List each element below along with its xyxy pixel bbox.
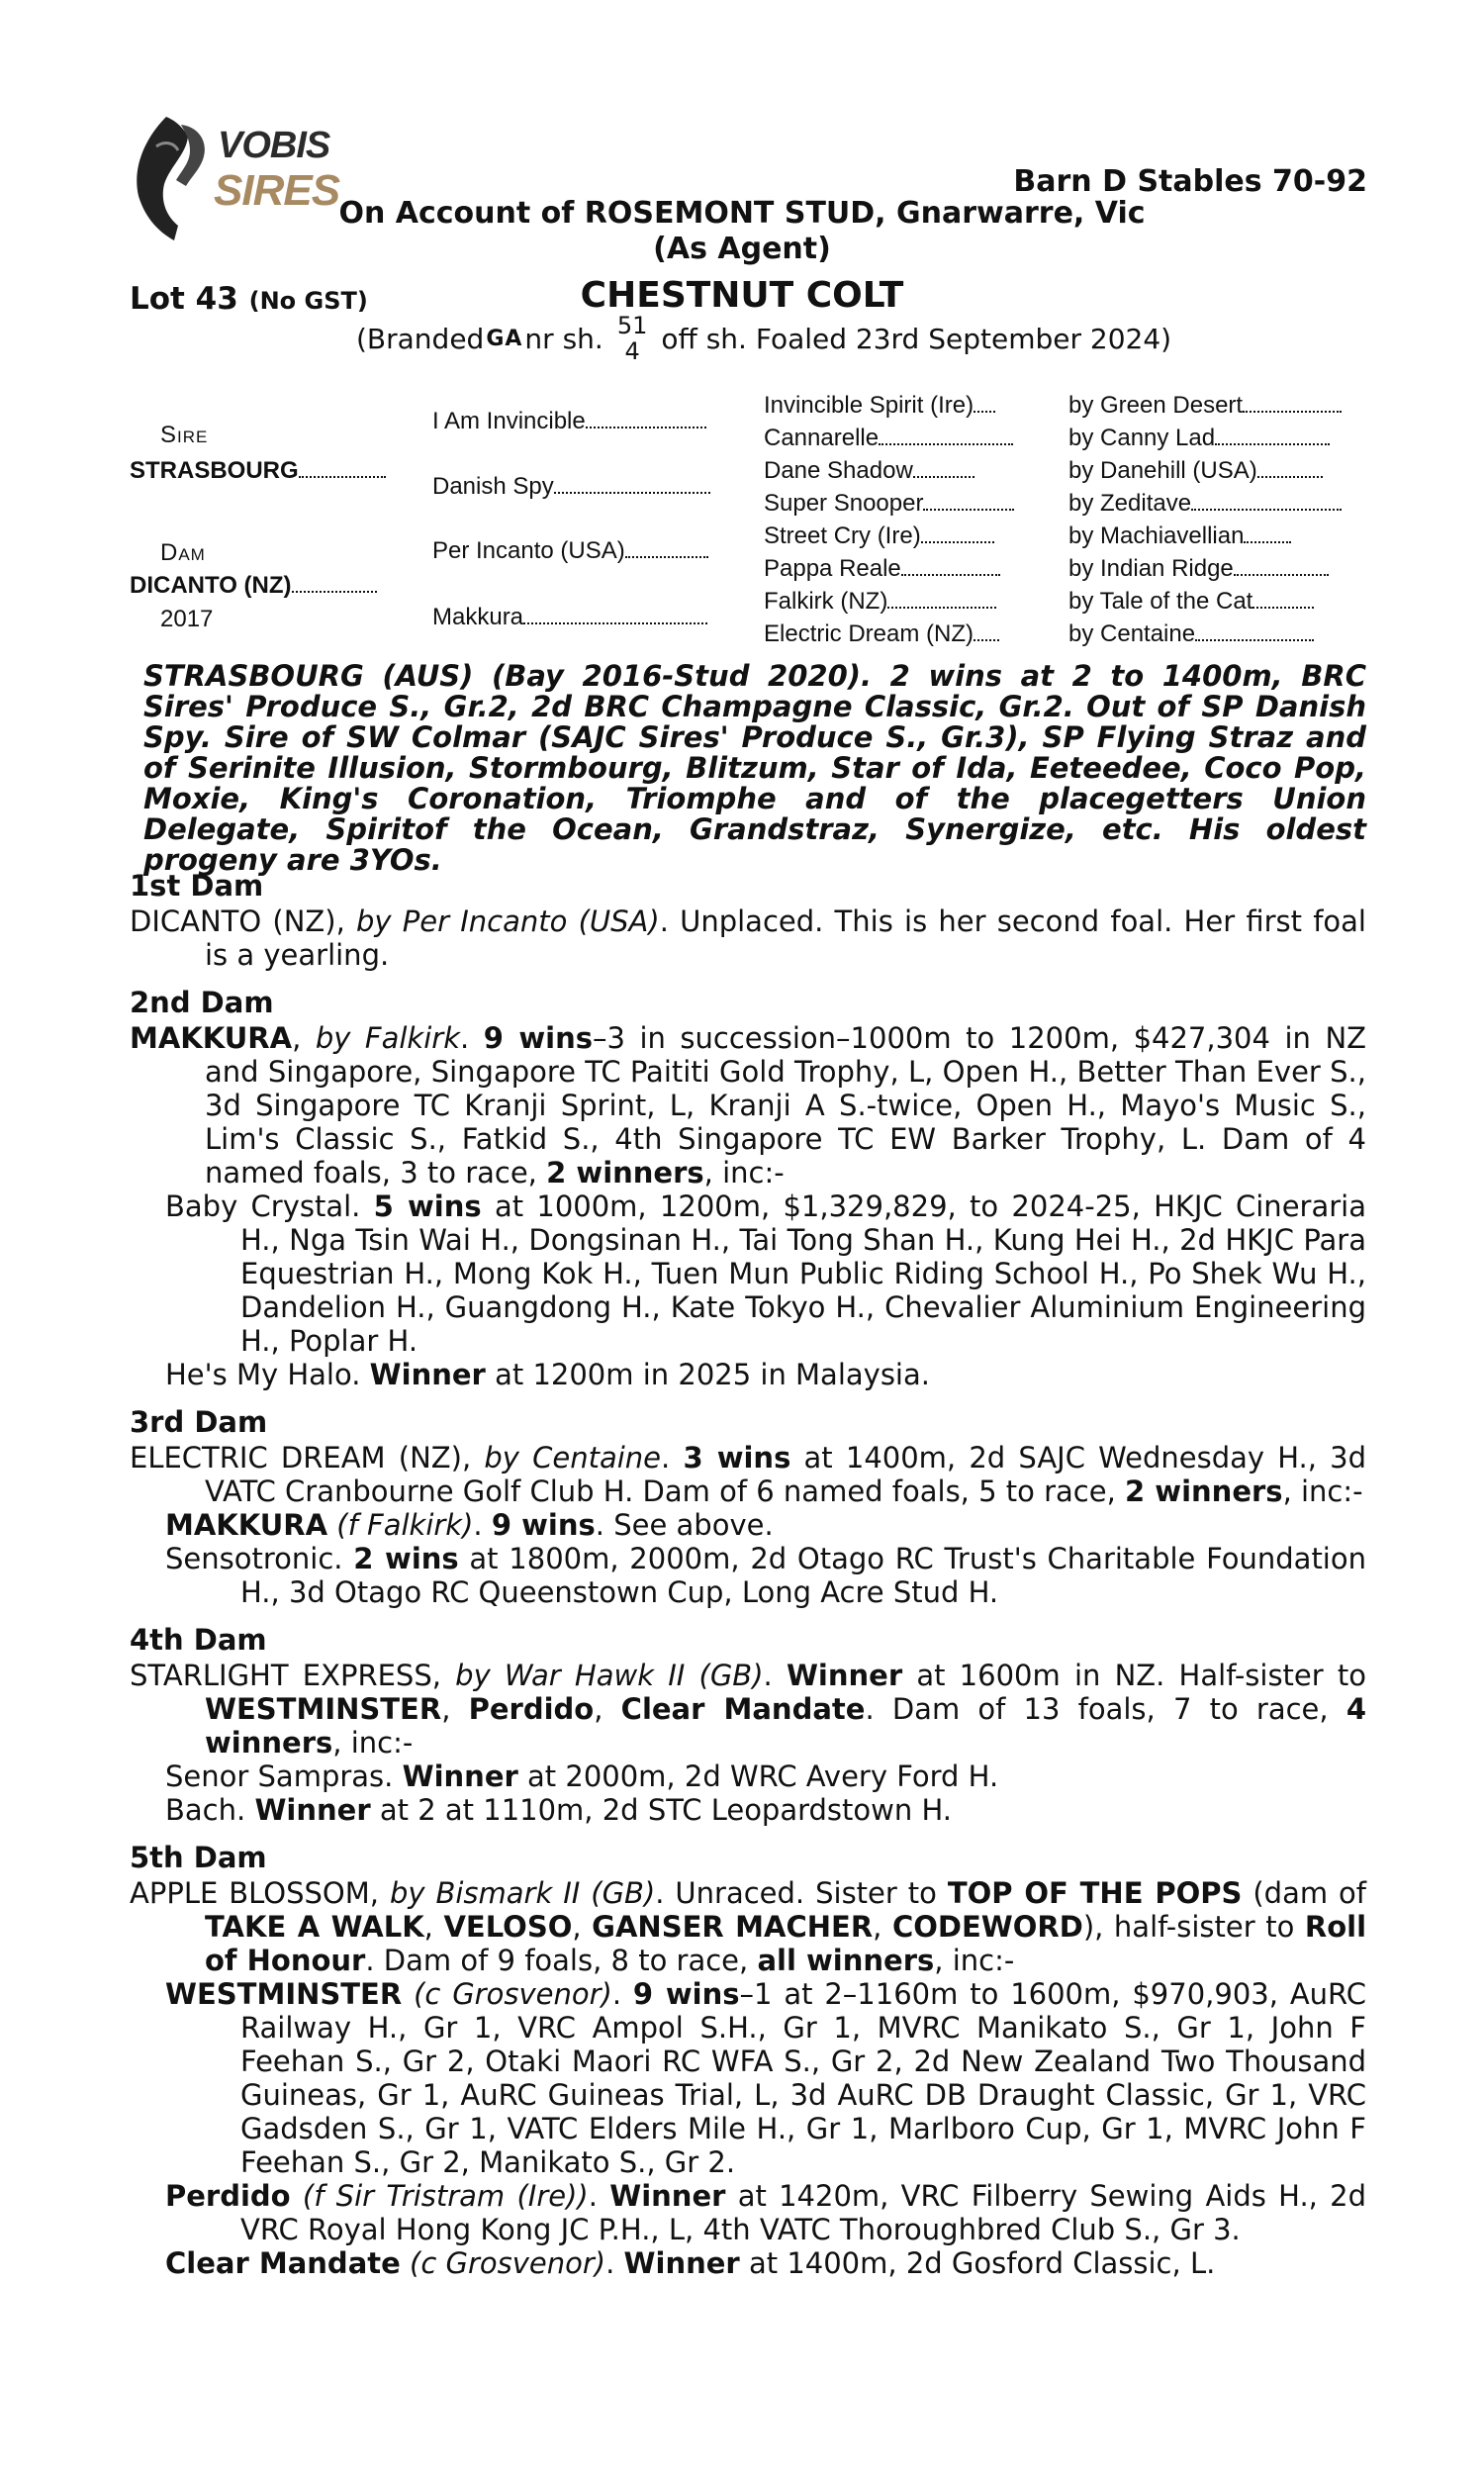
- ggs-7-by: by Tale of the Cat: [1068, 588, 1314, 616]
- ggs-5-by: by Machiavellian: [1068, 523, 1291, 550]
- gst-note: (No GST): [248, 287, 368, 315]
- progeny-item: Perdido (f Sir Tristram (Ire)). Winner at 1420m, VRC Filberry Sewing Aids H., 2d VRC Royal Hong Kong JC P.H., L, 4th VATC Thoroughbred Club S., Gr 3.: [165, 2179, 1367, 2246]
- progeny-item: MAKKURA (f Falkirk). 9 wins. See above.: [165, 1508, 774, 1542]
- dam-year: 2017: [160, 606, 214, 632]
- ggs-7: Falkirk (NZ): [764, 588, 996, 616]
- first-dam-section: [130, 867, 1366, 972]
- progeny-item: Baby Crystal. 5 wins at 1000m, 1200m, $1,329,829, to 2024-25, HKJC Cineraria H., Nga Tsin Wai H., Dongsinan H., Tai Tong Shan H., Kung Hei H., 2d HKJC Para Equestrian H., Mong Kok H., Tuen Mun Public Riding School H., Po Shek Wu H., Dandelion H., Guangdong H., Kate Tokyo H., Chevalier Aluminium Engineering H., Poplar H.: [165, 1189, 1366, 1358]
- third-dam-heading: 3rd Dam: [130, 1405, 268, 1439]
- ggs-4: Super Snooper: [764, 490, 1014, 518]
- sire-description: STRASBOURG (AUS) (Bay 2016-Stud 2020). 2 wins at 2 to 1400m, BRC Sires' Produce S., Gr.2, 2d BRC Champagne Classic, Gr.2. Out of SP Danish Spy. Sire of SW Colmar (SAJC Sires' Produce S., Gr.3), SP Flying Straz and of Serinite Illusion, Stormbourg, Blitzum, Star of Ida, Eeteedee, Coco Pop, Moxie, King's Coronation, Triomphe and of the placegetters Union Delegate, Spiritof the Ocean, Grandstraz, Synergize, etc. His oldest progeny are 3YOs.: [143, 659, 1366, 877]
- second-dam-text: MAKKURA, by Falkirk. 9 wins–3 in succession–1000m to 1200m, $427,304 in NZ and Singapore, Singapore TC Paititi Gold Trophy, L, Open H., Better Than Ever S., 3d Singapore TC Kranji Sprint, L, Kranji A S.-twice, Open H., Mayo's Music S., Lim's Classic S., Fatkid S., 4th Singapore TC EW Barker Trophy, L. Dam of 4 named foals, 3 to race, 2 winners, inc:-: [130, 1021, 1367, 1189]
- dam-name: DICANTO (NZ): [130, 572, 377, 600]
- second-dam-section: [130, 984, 1366, 1391]
- brand-fraction: [617, 313, 648, 364]
- ggs-6: Pappa Reale: [764, 555, 1000, 583]
- progeny-item: He's My Halo. Winner at 1200m in 2025 in Malaysia.: [165, 1358, 930, 1391]
- vendor-account: [0, 196, 1484, 267]
- barn-location: Barn D Stables 70-92: [1013, 164, 1367, 199]
- ggs-4-by: by Zeditave: [1068, 490, 1342, 518]
- brand-prefix: (Branded: [356, 322, 485, 355]
- progeny-item: Clear Mandate (c Grosvenor). Winner at 1400m, 2d Gosford Classic, L.: [165, 2246, 1216, 2280]
- dam-family-body: [130, 861, 1366, 2292]
- progeny-item: Senor Sampras. Winner at 2000m, 2d WRC Avery Ford H.: [165, 1760, 999, 1793]
- ggs-2: Cannarelle: [764, 425, 1013, 452]
- brand-num-bottom: 4: [624, 337, 640, 365]
- brand-num-top: 51: [616, 312, 648, 339]
- third-dam-section: [130, 1403, 1366, 1609]
- brand-suffix: off sh. Foaled 23rd September 2024): [661, 322, 1172, 355]
- fifth-dam-section: [130, 1839, 1366, 2280]
- sire-label: Sire: [160, 422, 209, 448]
- first-dam-text: DICANTO (NZ), by Per Incanto (USA). Unplaced. This is her second foal. Her first foal is a yearling.: [130, 904, 1366, 972]
- fourth-dam-section: [130, 1621, 1366, 1827]
- agent-line: (As Agent): [653, 232, 831, 266]
- brand-near: nr sh.: [524, 322, 603, 355]
- fourth-dam-text: STARLIGHT EXPRESS, by War Hawk II (GB). Winner at 1600m in NZ. Half-sister to WESTMINSTER, Perdido, Clear Mandate. Dam of 13 foals, 7 to race, 4 winners, inc:-: [130, 1659, 1367, 1760]
- grandsire-2: Danish Spy: [432, 473, 710, 501]
- ggs-5: Street Cry (Ire): [764, 523, 994, 550]
- ggs-2-by: by Canny Lad: [1068, 425, 1330, 452]
- ggs-3: Dane Shadow: [764, 457, 974, 485]
- ggs-3-by: by Danehill (USA): [1068, 457, 1323, 485]
- ggs-8: Electric Dream (NZ): [764, 620, 999, 648]
- third-dam-text: ELECTRIC DREAM (NZ), by Centaine. 3 wins at 1400m, 2d SAJC Wednesday H., 3d VATC Cranbourne Golf Club H. Dam of 6 named foals, 5 to race, 2 winners, inc:-: [130, 1441, 1367, 1508]
- ggs-8-by: by Centaine: [1068, 620, 1314, 648]
- account-line: On Account of ROSEMONT STUD, Gnarwarre, Vic: [338, 196, 1146, 231]
- ggs-1-by: by Green Desert: [1068, 392, 1342, 420]
- lot-label: Lot 43: [130, 281, 238, 317]
- ggs-6-by: by Indian Ridge: [1068, 555, 1329, 583]
- grandsire-3: Per Incanto (USA): [432, 537, 708, 565]
- fourth-dam-heading: 4th Dam: [130, 1623, 267, 1657]
- dam-label: Dam: [160, 539, 206, 566]
- ggs-1: Invincible Spirit (Ire): [764, 392, 995, 420]
- brand-line: [356, 313, 1171, 364]
- grandsire-1: I Am Invincible: [432, 408, 706, 435]
- progeny-item: WESTMINSTER (c Grosvenor). 9 wins–1 at 2–1160m to 1600m, $970,903, AuRC Railway H., Gr 1, VRC Ampol S.H., Gr 1, MVRC Manikato S., Gr 1, John F Feehan S., Gr 2, Otaki Maori RC WFA S., Gr 2, 2d New Zealand Two Thousand Guineas, Gr 1, AuRC Guineas Trial, L, 3d AuRC DB Draught Classic, Gr 1, VRC Gadsden S., Gr 1, VATC Elders Mile H., Gr 1, Marlboro Cup, Gr 1, MVRC John F Feehan S., Gr 2, Manikato S., Gr 2.: [165, 1977, 1366, 2179]
- second-dam-heading: 2nd Dam: [130, 986, 274, 1019]
- first-dam-heading: 1st Dam: [130, 869, 264, 903]
- logo-text-sires: SIRES: [214, 166, 340, 215]
- logo-text-vobis: VOBIS: [218, 125, 330, 166]
- sire-name: STRASBOURG: [130, 457, 386, 485]
- progeny-item: Bach. Winner at 2 at 1110m, 2d STC Leopardstown H.: [165, 1793, 952, 1827]
- progeny-item: Sensotronic. 2 wins at 1800m, 2000m, 2d Otago RC Trust's Charitable Foundation H., 3d Otago RC Queenstown Cup, Long Acre Stud H.: [165, 1542, 1366, 1609]
- brand-mark: GA: [486, 326, 523, 351]
- page-title: CHESTNUT COLT: [580, 275, 904, 316]
- fifth-dam-text: APPLE BLOSSOM, by Bismark II (GB). Unraced. Sister to TOP OF THE POPS (dam of TAKE A WALK, VELOSO, GANSER MACHER, CODEWORD), half-sister to Roll of Honour. Dam of 9 foals, 8 to race, all winners, inc:-: [130, 1876, 1367, 1977]
- fifth-dam-heading: 5th Dam: [130, 1841, 267, 1874]
- grandsire-4: Makkura: [432, 604, 707, 631]
